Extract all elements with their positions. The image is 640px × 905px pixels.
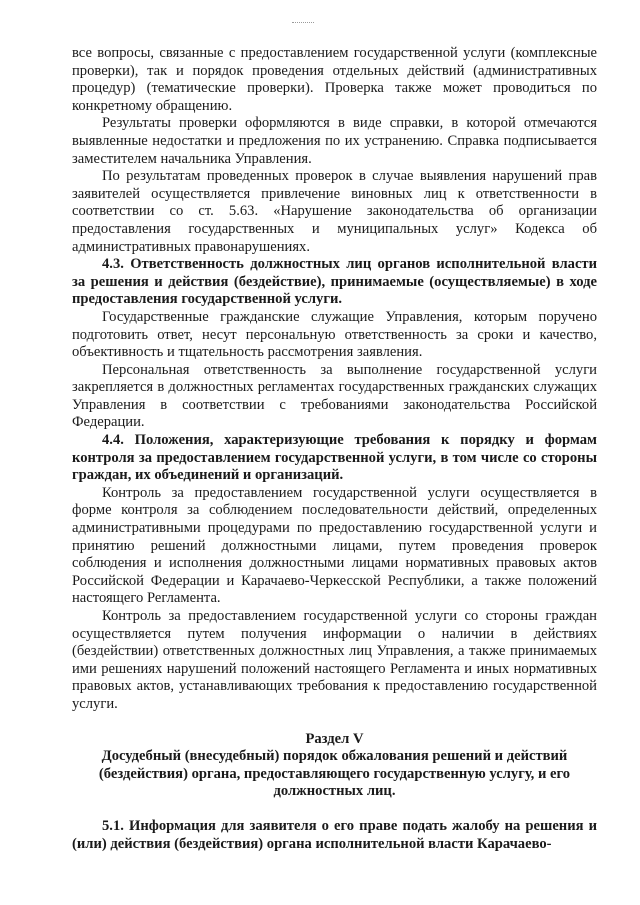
paragraph-personal-responsibility: Персональная ответственность за выполнение государственной услуги закрепляется в должностных регламентах государственных гражданских служащих Управления в соответствии с требованиями законодательства Российской Федерации. [72,361,597,431]
section-title: Раздел V [305,730,364,747]
paragraph-checks-scope: все вопросы, связанные с предоставлением государственной услуги (комплексные проверки), так и порядок проведения отдельных действий (административных процедур) (тематические проверки). Проверка также может проводиться по конкретному обращению. [72,45,597,114]
paragraph-citizen-control: Контроль за предоставлением государственной услуги со стороны граждан осуществляется путем получения информации о наличии в действиях (бездействии) ответственных должностных лиц Управления, а также принимаемых ими решениях нарушений положений настоящего Регламента и иных нормативных правовых актов, устанавливающих требования к предоставлению государственной услуги. [72,608,597,712]
document-body [72,45,597,853]
section-subtitle: Досудебный (внесудебный) порядок обжалования решений и действий (бездействия) органа, предоставляющего государственную услугу, и его должностных лиц. [98,748,571,800]
heading-4-4: 4.4. Положения, характеризующие требования к порядку и формам контроля за предоставлением государственной услуги, в том числе со стороны граждан, их объединений и организаций. [72,432,597,484]
paragraph-check-results: Результаты проверки оформляются в виде справки, в которой отмечаются выявленные недостатки и предложения по их устранению. Справка подписывается заместителем начальника Управления. [72,115,597,167]
scan-mark [292,22,314,26]
heading-5-1: 5.1. Информация для заявителя о его праве подать жалобу на решения и (или) действия (бездействия) органа исполнительной власти Карачаево- [72,817,597,852]
paragraph-violations-liability: По результатам проведенных проверок в случае выявления нарушений прав заявителей осуществляется привлечение виновных лиц к ответственности в соответствии со ст. 5.63. «Нарушение законодательства об организации предоставления государственных и муниципальных услуг» Кодекса об административных правонарушениях. [72,168,597,255]
heading-4-3: 4.3. Ответственность должностных лиц органов исполнительной власти за решения и действия (бездействие), принимаемые (осуществляемые) в ходе предоставления государственной услуги. [72,256,597,308]
paragraph-civil-servants-responsibility: Государственные гражданские служащие Управления, которым поручено подготовить ответ, несут персональную ответственность за сроки и качество, объективность и тщательность рассмотрения заявления. [72,308,597,361]
paragraph-control-form: Контроль за предоставлением государственной услуги осуществляется в форме контроля за соблюдением последовательности действий, определенных административными процедурами по предоставлению государственной услуги и принятию решений должностными лицами, путем проведения проверок соблюдения и исполнения должностными лицами нормативных правовых актов Российской Федерации и Карачаево-Черкесской Республики, а также положений настоящего Регламента. [72,484,597,607]
